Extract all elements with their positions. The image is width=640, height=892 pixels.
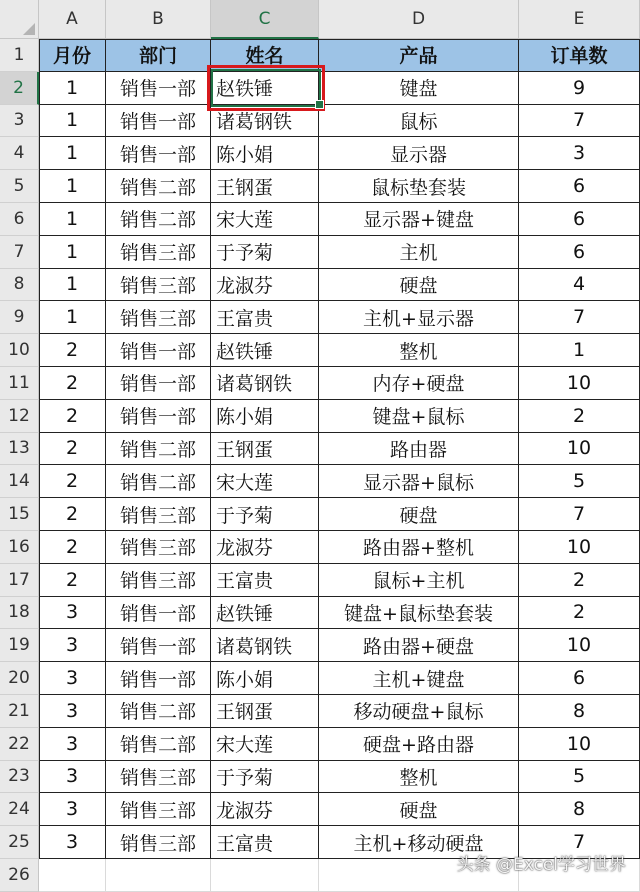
row-header-10[interactable]: 10	[0, 334, 39, 367]
cell-dept[interactable]: 销售三部	[106, 564, 211, 597]
cell-name[interactable]: 王钢蛋	[211, 433, 319, 466]
column-header-c[interactable]: C	[211, 0, 319, 39]
cell-dept[interactable]: 销售一部	[106, 367, 211, 400]
cell-dept[interactable]: 销售三部	[106, 761, 211, 794]
cell-product[interactable]: 鼠标+主机	[319, 564, 519, 597]
cell-month[interactable]: 1	[39, 236, 106, 269]
row-header-18[interactable]: 18	[0, 597, 39, 630]
cell-orders[interactable]: 10	[519, 531, 640, 564]
header-cell-name[interactable]: 姓名	[211, 39, 319, 72]
cell-orders[interactable]: 7	[519, 301, 640, 334]
row-header-13[interactable]: 13	[0, 433, 39, 466]
cell-orders[interactable]: 10	[519, 433, 640, 466]
row-header-9[interactable]: 9	[0, 301, 39, 334]
cell-month[interactable]: 3	[39, 629, 106, 662]
cell-name[interactable]: 宋大莲	[211, 203, 319, 236]
cell-name[interactable]: 陈小娟	[211, 137, 319, 170]
header-cell-month[interactable]: 月份	[39, 39, 106, 72]
cell-orders[interactable]: 9	[519, 72, 640, 105]
cell-dept[interactable]: 销售三部	[106, 269, 211, 302]
cell-dept[interactable]: 销售二部	[106, 170, 211, 203]
cell-name[interactable]: 龙淑芬	[211, 793, 319, 826]
cell-name[interactable]: 于予菊	[211, 236, 319, 269]
watermark: 头条 @Excel学习世界	[456, 855, 626, 875]
cell-name[interactable]: 王钢蛋	[211, 170, 319, 203]
cell-month[interactable]: 1	[39, 105, 106, 138]
cell-month[interactable]: 3	[39, 793, 106, 826]
cell-month[interactable]: 3	[39, 597, 106, 630]
cell-name[interactable]: 宋大莲	[211, 728, 319, 761]
cell-product[interactable]: 键盘+鼠标	[319, 400, 519, 433]
cell-product[interactable]: 硬盘+路由器	[319, 728, 519, 761]
active-cell-border[interactable]	[211, 69, 321, 107]
cell-month[interactable]: 3	[39, 695, 106, 728]
cell-dept[interactable]: 销售三部	[106, 531, 211, 564]
column-header-d[interactable]: D	[319, 0, 519, 39]
row-header-8[interactable]: 8	[0, 269, 39, 302]
cell-product[interactable]: 主机+键盘	[319, 662, 519, 695]
cell-name[interactable]: 龙淑芬	[211, 531, 319, 564]
cell-name[interactable]: 王富贵	[211, 826, 319, 859]
cell-dept[interactable]: 销售二部	[106, 433, 211, 466]
cell-month[interactable]: 2	[39, 564, 106, 597]
cell-month[interactable]: 1	[39, 269, 106, 302]
cell-dept[interactable]: 销售二部	[106, 465, 211, 498]
row-header-5[interactable]: 5	[0, 170, 39, 203]
cell-orders[interactable]: 10	[519, 367, 640, 400]
empty-cell[interactable]	[211, 859, 319, 892]
cell-name[interactable]: 诸葛钢铁	[211, 105, 319, 138]
cell-name[interactable]: 王钢蛋	[211, 695, 319, 728]
cell-product[interactable]: 显示器+键盘	[319, 203, 519, 236]
cell-product[interactable]: 硬盘	[319, 498, 519, 531]
row-header-17[interactable]: 17	[0, 564, 39, 597]
row-header-15[interactable]: 15	[0, 498, 39, 531]
empty-cell[interactable]	[106, 859, 211, 892]
cell-product[interactable]: 内存+硬盘	[319, 367, 519, 400]
cell-orders[interactable]: 2	[519, 597, 640, 630]
cell-dept[interactable]: 销售三部	[106, 826, 211, 859]
cell-name[interactable]: 龙淑芬	[211, 269, 319, 302]
row-header-22[interactable]: 22	[0, 728, 39, 761]
cell-orders[interactable]: 8	[519, 793, 640, 826]
cell-month[interactable]: 2	[39, 433, 106, 466]
cell-orders[interactable]: 5	[519, 761, 640, 794]
row-header-26[interactable]: 26	[0, 859, 39, 892]
column-header-e[interactable]: E	[519, 0, 640, 39]
cell-month[interactable]: 2	[39, 367, 106, 400]
cell-month[interactable]: 1	[39, 137, 106, 170]
cell-name[interactable]: 于予菊	[211, 761, 319, 794]
cell-orders[interactable]: 10	[519, 629, 640, 662]
cell-month[interactable]: 1	[39, 203, 106, 236]
row-header-25[interactable]: 25	[0, 826, 39, 859]
cell-name[interactable]: 宋大莲	[211, 465, 319, 498]
row-header-21[interactable]: 21	[0, 695, 39, 728]
cell-orders[interactable]: 7	[519, 826, 640, 859]
cell-month[interactable]: 2	[39, 465, 106, 498]
cell-product[interactable]: 显示器+鼠标	[319, 465, 519, 498]
cell-dept[interactable]: 销售二部	[106, 203, 211, 236]
cell-product[interactable]: 整机	[319, 761, 519, 794]
row-header-1[interactable]: 1	[0, 39, 39, 72]
cell-name[interactable]: 陈小娟	[211, 400, 319, 433]
cell-product[interactable]: 整机	[319, 334, 519, 367]
row-header-23[interactable]: 23	[0, 761, 39, 794]
cell-orders[interactable]: 4	[519, 269, 640, 302]
cell-orders[interactable]: 6	[519, 662, 640, 695]
cell-orders[interactable]: 10	[519, 728, 640, 761]
row-header-12[interactable]: 12	[0, 400, 39, 433]
cell-name[interactable]: 王富贵	[211, 301, 319, 334]
cell-orders[interactable]: 6	[519, 170, 640, 203]
cell-month[interactable]: 3	[39, 662, 106, 695]
header-cell-dept[interactable]: 部门	[106, 39, 211, 72]
cell-product[interactable]: 硬盘	[319, 269, 519, 302]
cell-name[interactable]: 诸葛钢铁	[211, 629, 319, 662]
cell-orders[interactable]: 5	[519, 465, 640, 498]
row-header-14[interactable]: 14	[0, 465, 39, 498]
cell-month[interactable]: 2	[39, 400, 106, 433]
cell-dept[interactable]: 销售一部	[106, 662, 211, 695]
cell-dept[interactable]: 销售一部	[106, 72, 211, 105]
cell-month[interactable]: 2	[39, 531, 106, 564]
cell-month[interactable]: 1	[39, 72, 106, 105]
cell-orders[interactable]: 6	[519, 203, 640, 236]
cell-orders[interactable]: 2	[519, 564, 640, 597]
row-header-20[interactable]: 20	[0, 662, 39, 695]
cell-name[interactable]: 赵铁锤	[211, 334, 319, 367]
cell-product[interactable]: 路由器	[319, 433, 519, 466]
cell-dept[interactable]: 销售一部	[106, 334, 211, 367]
cell-product[interactable]: 鼠标	[319, 105, 519, 138]
row-header-16[interactable]: 16	[0, 531, 39, 564]
cell-month[interactable]: 2	[39, 334, 106, 367]
cell-product[interactable]: 鼠标垫套装	[319, 170, 519, 203]
cell-month[interactable]: 3	[39, 826, 106, 859]
cell-product[interactable]: 主机+移动硬盘	[319, 826, 519, 859]
cell-month[interactable]: 3	[39, 728, 106, 761]
cell-month[interactable]: 3	[39, 761, 106, 794]
cell-name[interactable]: 于予菊	[211, 498, 319, 531]
cell-product[interactable]: 键盘	[319, 72, 519, 105]
row-header-11[interactable]: 11	[0, 367, 39, 400]
cell-orders[interactable]: 7	[519, 105, 640, 138]
cell-product[interactable]: 路由器+整机	[319, 531, 519, 564]
cell-name[interactable]: 陈小娟	[211, 662, 319, 695]
cell-orders[interactable]: 3	[519, 137, 640, 170]
cell-month[interactable]: 1	[39, 301, 106, 334]
row-header-24[interactable]: 24	[0, 793, 39, 826]
cell-name[interactable]: 诸葛钢铁	[211, 367, 319, 400]
header-cell-orders[interactable]: 订单数	[519, 39, 640, 72]
header-cell-product[interactable]: 产品	[319, 39, 519, 72]
cell-product[interactable]: 主机	[319, 236, 519, 269]
cell-product[interactable]: 显示器	[319, 137, 519, 170]
cell-product[interactable]: 键盘+鼠标垫套装	[319, 597, 519, 630]
cell-dept[interactable]: 销售三部	[106, 301, 211, 334]
cell-orders[interactable]: 1	[519, 334, 640, 367]
cell-name[interactable]: 王富贵	[211, 564, 319, 597]
fill-handle[interactable]	[315, 100, 324, 109]
cell-orders[interactable]: 7	[519, 498, 640, 531]
column-header-a[interactable]: A	[39, 0, 106, 39]
cell-name[interactable]: 赵铁锤	[211, 72, 319, 105]
cell-dept[interactable]: 销售三部	[106, 793, 211, 826]
cell-orders[interactable]: 6	[519, 236, 640, 269]
cell-month[interactable]: 2	[39, 498, 106, 531]
row-header-2[interactable]: 2	[0, 72, 39, 105]
row-header-3[interactable]: 3	[0, 105, 39, 138]
cell-name[interactable]: 赵铁锤	[211, 597, 319, 630]
cell-dept[interactable]: 销售一部	[106, 597, 211, 630]
row-header-4[interactable]: 4	[0, 137, 39, 170]
cell-dept[interactable]: 销售一部	[106, 137, 211, 170]
cell-dept[interactable]: 销售二部	[106, 695, 211, 728]
cell-product[interactable]: 主机+显示器	[319, 301, 519, 334]
cell-dept[interactable]: 销售一部	[106, 400, 211, 433]
cell-product[interactable]: 移动硬盘+鼠标	[319, 695, 519, 728]
select-all-triangle-icon	[23, 23, 35, 35]
row-header-6[interactable]: 6	[0, 203, 39, 236]
column-header-b[interactable]: B	[106, 0, 211, 39]
row-header-19[interactable]: 19	[0, 629, 39, 662]
cell-dept[interactable]: 销售一部	[106, 105, 211, 138]
cell-dept[interactable]: 销售二部	[106, 728, 211, 761]
select-all-corner[interactable]	[0, 0, 39, 39]
cell-product[interactable]: 硬盘	[319, 793, 519, 826]
cell-orders[interactable]: 8	[519, 695, 640, 728]
empty-cell[interactable]	[39, 859, 106, 892]
cell-month[interactable]: 1	[39, 170, 106, 203]
cell-orders[interactable]: 2	[519, 400, 640, 433]
cell-dept[interactable]: 销售三部	[106, 236, 211, 269]
cell-dept[interactable]: 销售一部	[106, 629, 211, 662]
cell-dept[interactable]: 销售三部	[106, 498, 211, 531]
cell-product[interactable]: 路由器+硬盘	[319, 629, 519, 662]
row-header-7[interactable]: 7	[0, 236, 39, 269]
